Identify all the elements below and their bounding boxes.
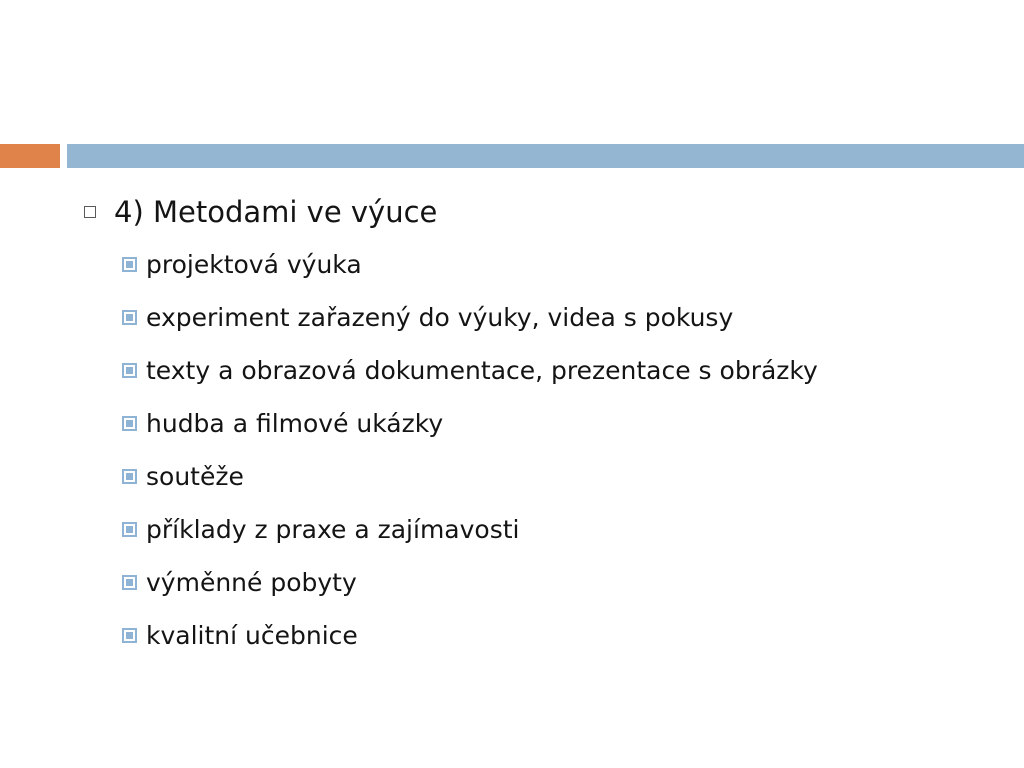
list-item-label: projektová výuka xyxy=(146,250,362,279)
list-item-label: soutěže xyxy=(146,462,244,491)
list-item xyxy=(122,344,1004,397)
list-item xyxy=(122,556,1004,609)
list-item xyxy=(122,238,1004,291)
bullet-level1 xyxy=(84,190,1004,234)
hollow-square-bullet-icon xyxy=(84,206,96,218)
list-item-label: výměnné pobyty xyxy=(146,568,357,597)
square-bullet-icon xyxy=(122,310,137,325)
square-bullet-icon xyxy=(122,522,137,537)
list-item-label: experiment zařazený do výuky, videa s pokusy xyxy=(146,303,734,332)
slide-content xyxy=(84,190,1004,662)
accent-bar-orange xyxy=(0,144,60,168)
list-item-label: kvalitní učebnice xyxy=(146,621,358,650)
sub-bullet-list xyxy=(122,238,1004,662)
square-bullet-icon xyxy=(122,257,137,272)
list-item xyxy=(122,291,1004,344)
square-bullet-icon xyxy=(122,575,137,590)
list-item xyxy=(122,450,1004,503)
list-item-label: hudba a filmové ukázky xyxy=(146,409,444,438)
accent-bar-blue xyxy=(67,144,1024,168)
list-item xyxy=(122,609,1004,662)
square-bullet-icon xyxy=(122,416,137,431)
list-item xyxy=(122,397,1004,450)
square-bullet-icon xyxy=(122,469,137,484)
slide-heading: 4) Metodami ve výuce xyxy=(114,195,438,229)
square-bullet-icon xyxy=(122,628,137,643)
list-item-label: příklady z praxe a zajímavosti xyxy=(146,515,520,544)
list-item xyxy=(122,503,1004,556)
list-item-label: texty a obrazová dokumentace, prezentace s obrázky xyxy=(146,356,818,385)
square-bullet-icon xyxy=(122,363,137,378)
